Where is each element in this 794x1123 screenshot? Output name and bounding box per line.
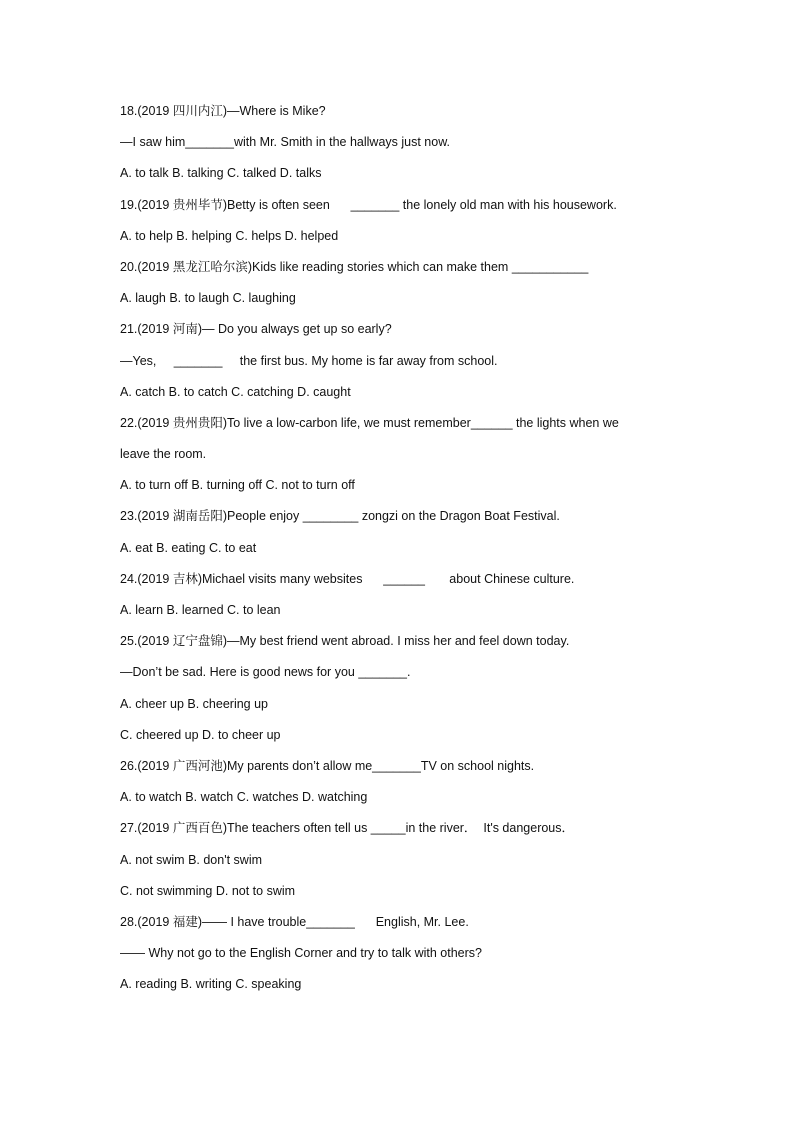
question-25-options-a-b: A. cheer up B. cheering up <box>120 696 269 711</box>
question-27-stem: 27.(2019 广西百色)The teachers often tell us _____in the river． It's dangerous． <box>120 821 575 836</box>
question-24-options: A. learn B. learned C. to lean <box>120 603 281 617</box>
question-28-options: A. reading B. writing C. speaking <box>120 977 302 992</box>
question-22-options: A. to turn off B. turning off C. not to turn off <box>120 478 355 493</box>
question-21-stem: 21.(2019 河南)— Do you always get up so early? <box>120 322 392 337</box>
question-22-stem: 22.(2019 贵州贵阳)To live a low-carbon life, we must remember______ the lights when we <box>120 415 619 430</box>
question-25-options-c-d: C. cheered up D. to cheer up <box>120 727 281 742</box>
question-25-dialogue: —Don’t be sad. Here is good news for you _______. <box>120 665 411 680</box>
question-23-stem: 23.(2019 湖南岳阳)People enjoy ________ zongzi on the Dragon Boat Festival. <box>120 509 560 524</box>
question-28-stem: 28.(2019 福建)—— I have trouble_______ English, Mr. Lee. <box>120 914 469 929</box>
question-27-options-c-d: C. not swimming D. not to swim <box>120 883 296 898</box>
question-21-options: A. catch B. to catch C. catching D. caught <box>120 384 351 399</box>
question-19-options: A. to help B. helping C. helps D. helped <box>120 228 339 243</box>
question-18-stem: 18.(2019 四川内江)—Where is Mike? <box>120 104 326 118</box>
question-19-stem: 19.(2019 贵州毕节)Betty is often seen _______ the lonely old man with his housework. <box>120 197 617 212</box>
question-26-options: A. to watch B. watch C. watches D. watching <box>120 790 368 805</box>
question-21-dialogue: —Yes, _______ the first bus. My home is far away from school. <box>120 353 498 368</box>
question-24-stem: 24.(2019 吉林)Michael visits many websites ______ about Chinese culture. <box>120 571 575 586</box>
question-25-stem: 25.(2019 辽宁盘锦)—My best friend went abroad. I miss her and feel down today. <box>120 634 570 649</box>
question-28-dialogue: —— Why not go to the English Corner and try to talk with others? <box>120 946 482 961</box>
question-list <box>120 100 660 1004</box>
question-20-stem: 20.(2019 黑龙江哈尔滨)Kids like reading stories which can make them ___________ <box>120 259 589 274</box>
question-22-stem-continued: leave the room. <box>120 447 207 462</box>
question-18-options: A. to talk B. talking C. talked D. talks <box>120 166 322 181</box>
question-20-options: A. laugh B. to laugh C. laughing <box>120 291 296 306</box>
question-23-options: A. eat B. eating C. to eat <box>120 540 257 555</box>
question-18-dialogue: —I saw him_______with Mr. Smith in the hallways just now. <box>120 135 451 150</box>
question-26-stem: 26.(2019 广西河池)My parents don’t allow me_______TV on school nights. <box>120 758 535 773</box>
question-27-options-a-b: A. not swim B. don't swim <box>120 852 263 867</box>
